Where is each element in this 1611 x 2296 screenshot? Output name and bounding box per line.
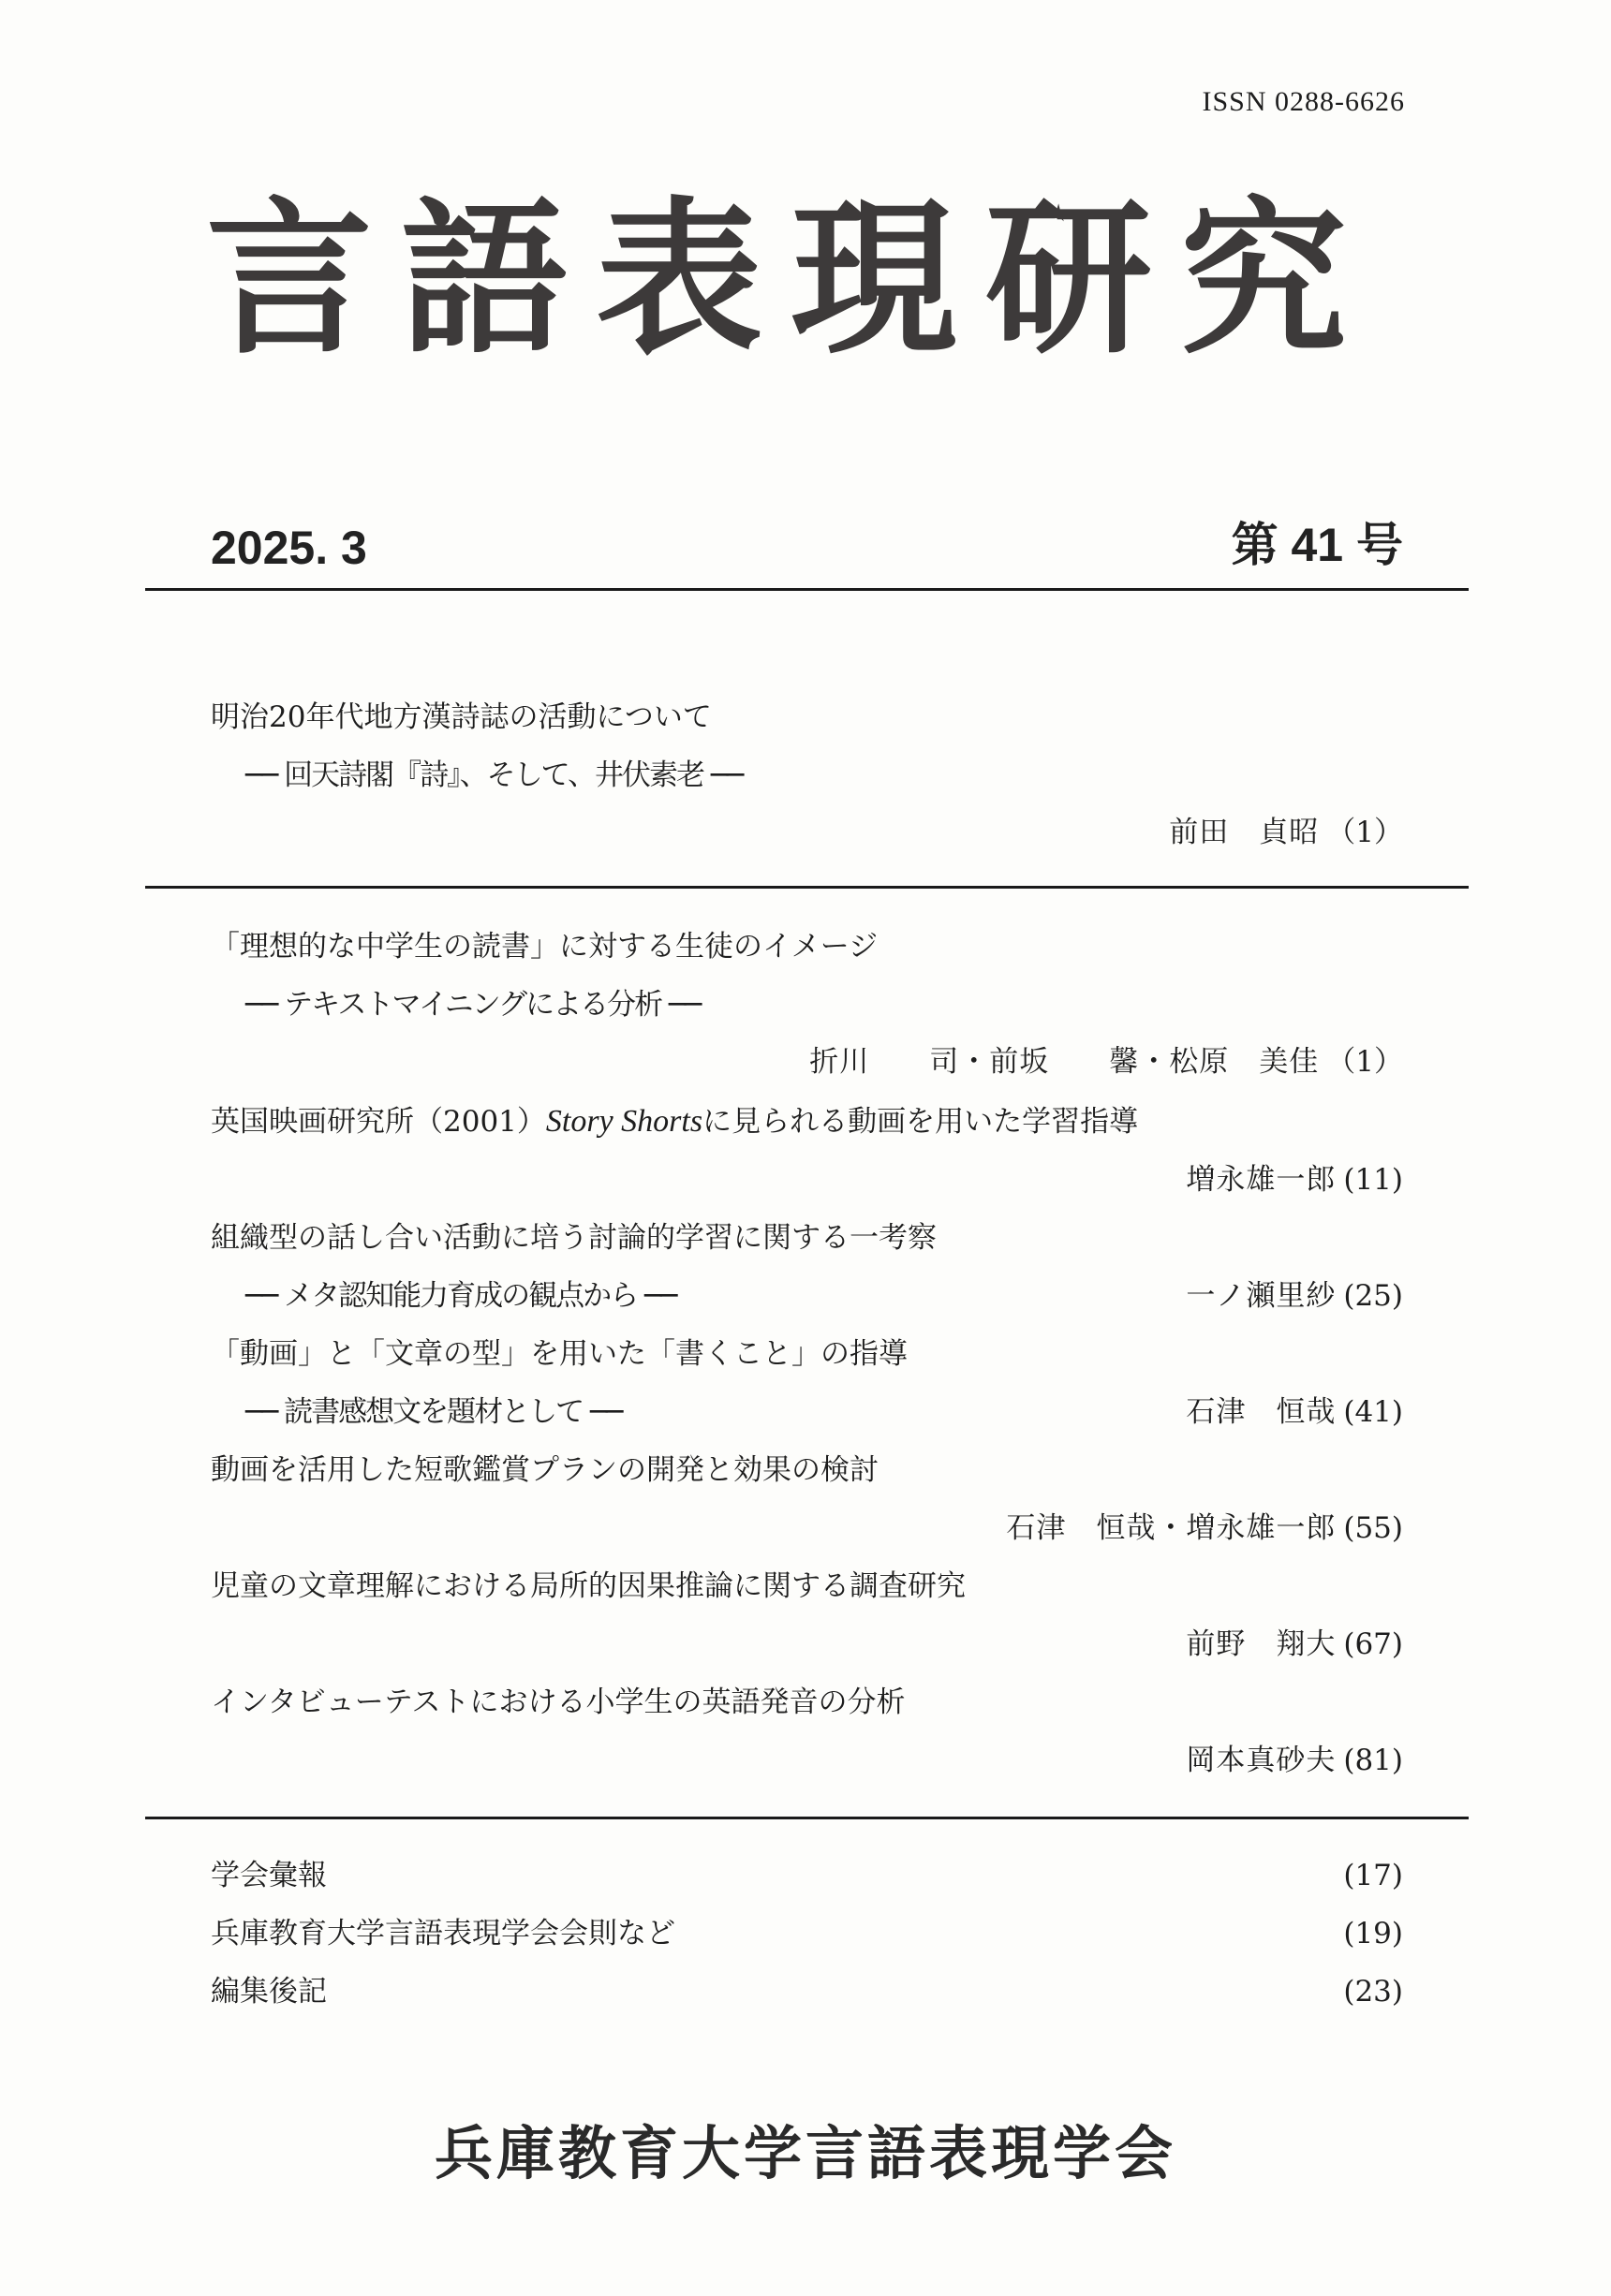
article-author: 石津 恒哉 xyxy=(1186,1395,1337,1429)
article-page: (41) xyxy=(1343,1395,1403,1429)
article-title-post: に見られる動画を用いた学習指導 xyxy=(702,1105,1139,1139)
leader-dots xyxy=(379,803,1156,861)
article-author-line xyxy=(379,1731,1403,1789)
misc-item xyxy=(211,1905,1403,1963)
article-title xyxy=(211,1093,1403,1151)
misc-label: 学会彙報 xyxy=(211,1859,327,1892)
article-author: 前野 翔大 xyxy=(1186,1627,1337,1661)
section-divider xyxy=(145,886,1469,889)
misc-page: (23) xyxy=(1343,1975,1403,2009)
leader-dots xyxy=(327,1847,1323,1905)
misc-label: 編集後記 xyxy=(211,1975,327,2009)
article-author-line xyxy=(379,803,1403,861)
article-page: (81) xyxy=(1343,1744,1403,1777)
article-page: （1） xyxy=(1326,816,1403,849)
article-title: 明治20年代地方漢詩誌の活動について xyxy=(211,700,712,734)
article-author: 一ノ瀬里紗 xyxy=(1186,1279,1337,1313)
article-author-line xyxy=(379,1499,1403,1557)
article-author-line xyxy=(379,1033,1403,1091)
article-page: (67) xyxy=(1343,1627,1403,1661)
article-page: (25) xyxy=(1343,1279,1403,1313)
article-title: 「理想的な中学生の読書」に対する生徒のイメージ xyxy=(211,930,879,964)
article-author: 折川 司・前坂 馨・松原 美佳 xyxy=(809,1045,1320,1079)
article-author: 岡本真砂夫 xyxy=(1186,1744,1337,1777)
issn-number: ISSN 0288-6626 xyxy=(1202,86,1405,117)
article-title: 動画を活用した短歌鑑賞プランの開発と効果の検討 xyxy=(211,1453,879,1487)
leader-dots xyxy=(688,1267,1173,1325)
leader-dots xyxy=(379,1033,796,1091)
article-title: 児童の文章理解における局所的因果推論に関する調査研究 xyxy=(211,1569,966,1603)
issue-header xyxy=(145,509,1469,591)
misc-item xyxy=(211,1963,1403,2021)
leader-dots xyxy=(379,1151,1173,1209)
misc-item xyxy=(211,1847,1403,1905)
article-author: 増永雄一郎 xyxy=(1186,1163,1337,1197)
misc-page: (19) xyxy=(1343,1917,1403,1950)
journal-title: 言語表現研究 xyxy=(206,183,1375,376)
article-page: （1） xyxy=(1326,1045,1403,1079)
leader-dots xyxy=(379,1499,993,1557)
misc-label: 兵庫教育大学言語表現学会会則など xyxy=(211,1917,675,1950)
article-author: 前田 貞昭 xyxy=(1169,816,1320,849)
leader-dots xyxy=(327,1963,1323,2021)
publisher-name: 兵庫教育大学言語表現学会 xyxy=(434,2119,1176,2187)
article-title-emphasis: Story Shorts xyxy=(545,1104,703,1139)
article-title: 組織型の話し合い活動に培う討論的学習に関する一考察 xyxy=(211,1221,937,1255)
article-author-line xyxy=(379,1151,1403,1209)
section-divider xyxy=(145,1817,1469,1819)
leader-dots xyxy=(379,1615,1173,1673)
article-page: (11) xyxy=(1343,1163,1403,1197)
issue-number: 第 41 号 xyxy=(1231,519,1403,571)
article-title: 「動画」と「文章の型」を用いた「書くこと」の指導 xyxy=(211,1337,908,1371)
leader-dots xyxy=(634,1383,1173,1441)
article-author-line xyxy=(245,1267,1403,1325)
leader-dots xyxy=(379,1731,1173,1789)
article-page: (55) xyxy=(1343,1511,1403,1545)
misc-page: (17) xyxy=(1343,1859,1403,1892)
article-author: 石津 恒哉・増永雄一郎 xyxy=(1006,1511,1337,1545)
article-author-line xyxy=(379,1615,1403,1673)
article-subtitle: ── 回天詩閣『詩』、そして、井伏素老 ── xyxy=(245,758,743,792)
article-title: インタビューテストにおける小学生の英語発音の分析 xyxy=(211,1685,906,1719)
article-subtitle: ── 読書感想文を題材として ── xyxy=(245,1395,622,1429)
article-subtitle: ── メタ認知能力育成の観点から ── xyxy=(245,1279,676,1313)
article-author-line xyxy=(245,1383,1403,1441)
article-title-pre: 英国映画研究所（2001） xyxy=(211,1105,546,1139)
issue-date: 2025. 3 xyxy=(211,522,367,574)
article-subtitle: ── テキストマイニングによる分析 ── xyxy=(245,988,701,1022)
leader-dots xyxy=(675,1905,1323,1963)
